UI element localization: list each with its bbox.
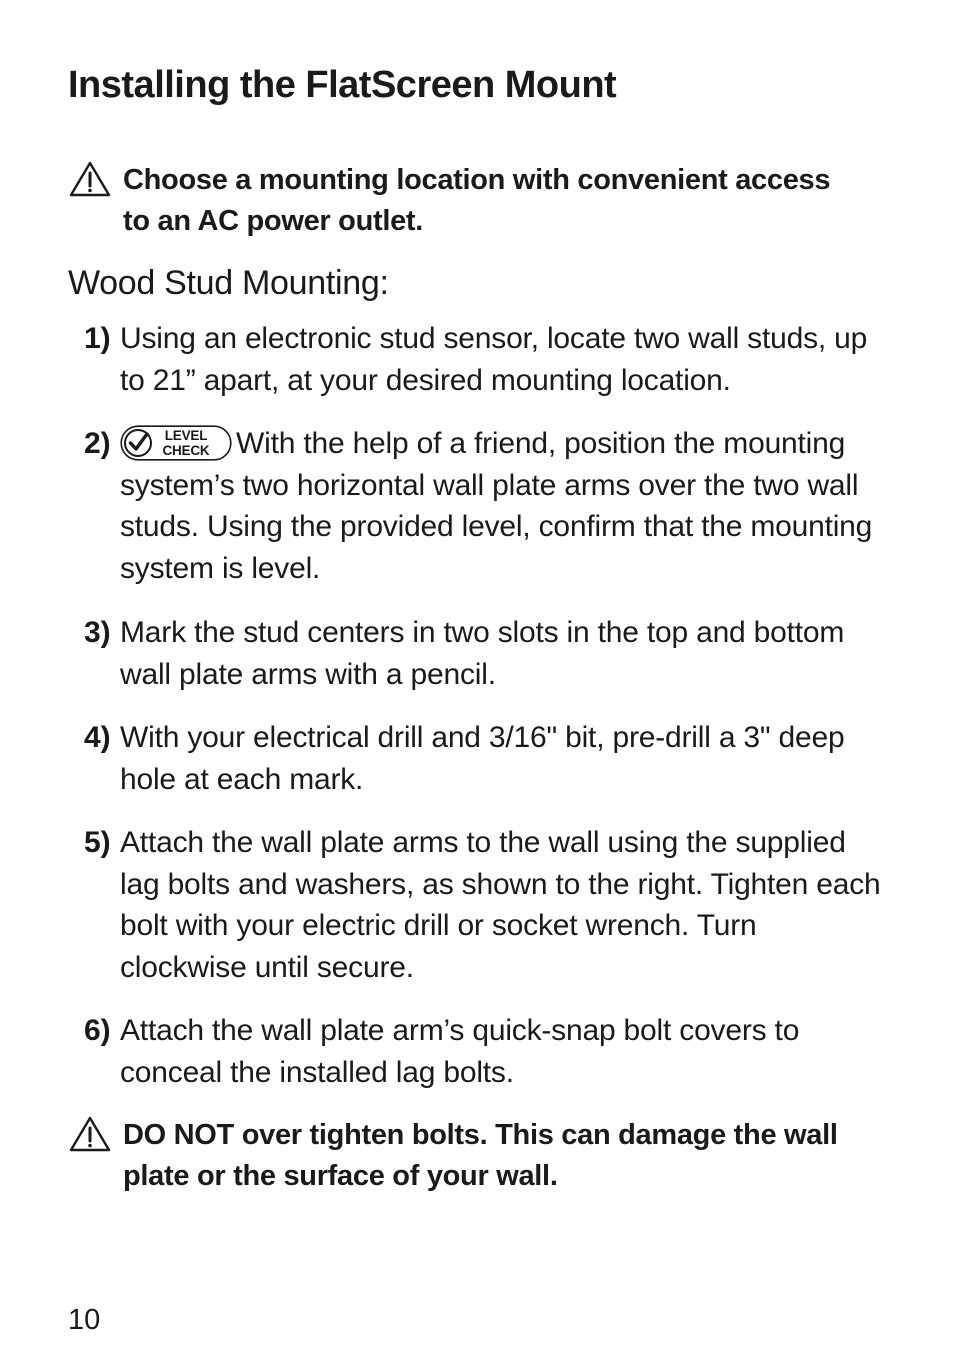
step-text: Mark the stud centers in two slots in the top and bottom wall plate arms with a pencil. [120, 616, 845, 691]
badge-line-2: CHECK [162, 443, 210, 458]
warning-text: Choose a mounting location with convenient access to an AC power outlet. [123, 164, 831, 237]
warning-triangle-icon [68, 160, 112, 198]
step-text: Attach the wall plate arms to the wall using the supplied lag bolts and washers, as shown to the right. Tighten each bolt with your electric drill or socket wrench. Turn clockwise until secure. [120, 826, 881, 984]
step-number: 4) [84, 721, 111, 754]
step-number: 5) [84, 826, 111, 859]
step-number: 1) [84, 322, 111, 355]
level-check-badge [120, 425, 232, 461]
step-number: 2) [84, 427, 111, 460]
step-text: Using an electronic stud sensor, locate two wall studs, up to 21” apart, at your desired mounting location. [120, 322, 868, 397]
badge-line-1: LEVEL [164, 428, 208, 443]
page-number: 10 [68, 1304, 101, 1336]
warning-text: DO NOT over tighten bolts. This can damage the wall plate or the surface of your wall. [123, 1119, 838, 1192]
step-number: 6) [84, 1014, 111, 1047]
step-text-body: With the help of a friend, position the mounting system’s two horizontal wall plate arms over the two wall studs. Using the provided level, confirm that the mounting system is level. [120, 427, 873, 585]
step-text: Attach the wall plate arm’s quick-snap bolt covers to conceal the installed lag bolts. [120, 1014, 800, 1089]
step-number: 3) [84, 616, 111, 649]
section-title: Wood Stud Mounting: [68, 264, 389, 302]
step-text [120, 423, 882, 589]
warning-triangle-icon [68, 1115, 112, 1153]
step-text: With your electrical drill and 3/16" bit, pre-drill a 3" deep hole at each mark. [120, 721, 845, 796]
page-title: Installing the FlatScreen Mount [68, 64, 617, 106]
